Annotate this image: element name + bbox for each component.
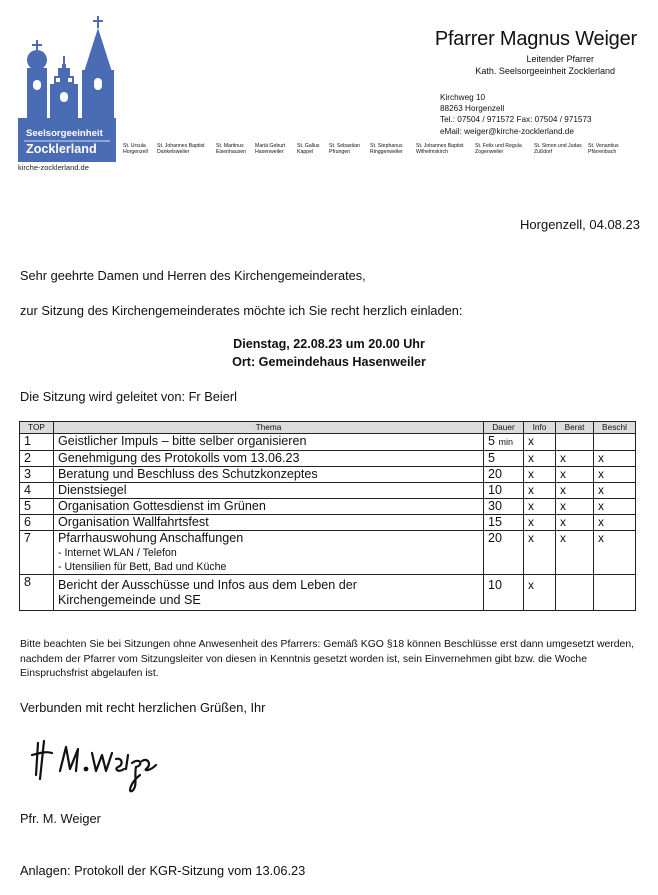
- parish-item: St. Venantius Pfärrenbach: [588, 143, 619, 155]
- parish-item: St. Ursula Horgenzell: [123, 143, 148, 155]
- table-row: 1 Geistlicher Impuls – bitte selber organisieren 5 min x: [20, 434, 636, 451]
- pastor-role: Leitender Pfarrer: [526, 54, 594, 64]
- logo-line1: Seelsorgeeinheit: [26, 128, 103, 139]
- attachments: Anlagen: Protokoll der KGR-Sitzung vom 13.06.23: [20, 863, 306, 878]
- city: 88263 Horgenzell: [440, 104, 505, 114]
- address-block: [440, 92, 592, 137]
- agenda-subitem: - Utensilien für Bett, Bad und Küche: [58, 561, 227, 573]
- agenda-item-title: Pfarrhauswohung Anschaffungen: [58, 531, 244, 545]
- header-beschl: Beschl: [594, 422, 636, 434]
- handwritten-signature: [30, 735, 160, 795]
- table-row: 6 Organisation Wallfahrtsfest 15 x x x: [20, 515, 636, 531]
- parish-item: St. Johannes Baptist Wilhelmskirch: [416, 143, 464, 155]
- table-header-row: [20, 422, 636, 434]
- header-dauer: Dauer: [484, 422, 524, 434]
- parish-item: St. Felix und Regula Zogenweiler: [475, 143, 522, 155]
- pastoral-unit: Kath. Seelsorgeeinheit Zocklerland: [475, 66, 615, 76]
- table-row: 7 Pfarrhauswohung Anschaffungen - Internet WLAN / Telefon - Utensilien für Bett, Bad und Küche 20 x x x: [20, 531, 636, 575]
- closing-greeting: Verbunden mit recht herzlichen Grüßen, Ihr: [20, 700, 266, 715]
- parish-item: Mariä Geburt Hasenweiler: [255, 143, 286, 155]
- table-row: 8 Bericht der Ausschüsse und Infos aus dem Leben der Kirchengemeinde und SE 10 x: [20, 575, 636, 611]
- meeting-date: Dienstag, 22.08.23 um 20.00 Uhr: [233, 337, 425, 351]
- parish-list: [123, 143, 643, 155]
- meeting-location: Ort: Gemeindehaus Hasenweiler: [232, 355, 426, 369]
- header-info: Info: [524, 422, 556, 434]
- agenda-subitem: - Internet WLAN / Telefon: [58, 547, 177, 559]
- intro-text: zur Sitzung des Kirchengemeinderates möchte ich Sie recht herzlich einladen:: [20, 303, 463, 318]
- website-label: kirche-zocklerland.de: [18, 163, 89, 172]
- email: eMail: weiger@kirche-zocklerland.de: [440, 126, 574, 136]
- header-berat: Berat: [556, 422, 594, 434]
- salutation: Sehr geehrte Damen und Herren des Kirchengemeinderates,: [20, 268, 366, 283]
- letter-date: Horgenzell, 04.08.23: [520, 217, 640, 232]
- parish-item: St. Johannes Baptist Dankelsweiler: [157, 143, 205, 155]
- kgo-note: Bitte beachten Sie bei Sitzungen ohne Anwesenheit des Pfarrers: Gemäß KGO §18 können Beschlüsse erst dann umgesetzt werden, nachdem der Pfarrer vom Sitzungsleiter von diesen in Kenntnis gesetzt worden ist, sein Einvernehmen gibt bzw. die Woche Einspruchsfrist abgelaufen ist.: [20, 639, 634, 680]
- chair-line: Die Sitzung wird geleitet von: Fr Beierl: [20, 389, 237, 404]
- parish-item: St. Gallus Kappel: [297, 143, 320, 155]
- parish-item: St. Simon und Judas Zußdorf: [534, 143, 582, 155]
- header-thema: Thema: [54, 422, 484, 434]
- table-row: 4 Dienstsiegel 10 x x x: [20, 483, 636, 499]
- phone-fax: Tel.: 07504 / 971572 Fax: 07504 / 971573: [440, 115, 592, 125]
- header-top: TOP: [20, 422, 54, 434]
- pastor-name: Pfarrer Magnus Weiger: [434, 28, 637, 50]
- signature-name: Pfr. M. Weiger: [20, 811, 101, 826]
- parish-item: St. Stephanus Ringgenweiler: [370, 143, 403, 155]
- logo-line2: Zocklerland: [26, 142, 97, 156]
- table-row: 2 Genehmigung des Protokolls vom 13.06.23 5 x x x: [20, 451, 636, 467]
- street: Kirchweg 10: [440, 93, 486, 102]
- table-row: 3 Beratung und Beschluss des Schutzkonzeptes 20 x x x: [20, 467, 636, 483]
- parish-item: St. Sebastian Pfrungen: [329, 143, 360, 155]
- agenda-table: [19, 421, 636, 611]
- parish-item: St. Martinus Eisenhausen: [216, 143, 246, 155]
- table-row: 5 Organisation Gottesdienst im Grünen 30 x x x: [20, 499, 636, 515]
- parish-logo: [18, 14, 116, 162]
